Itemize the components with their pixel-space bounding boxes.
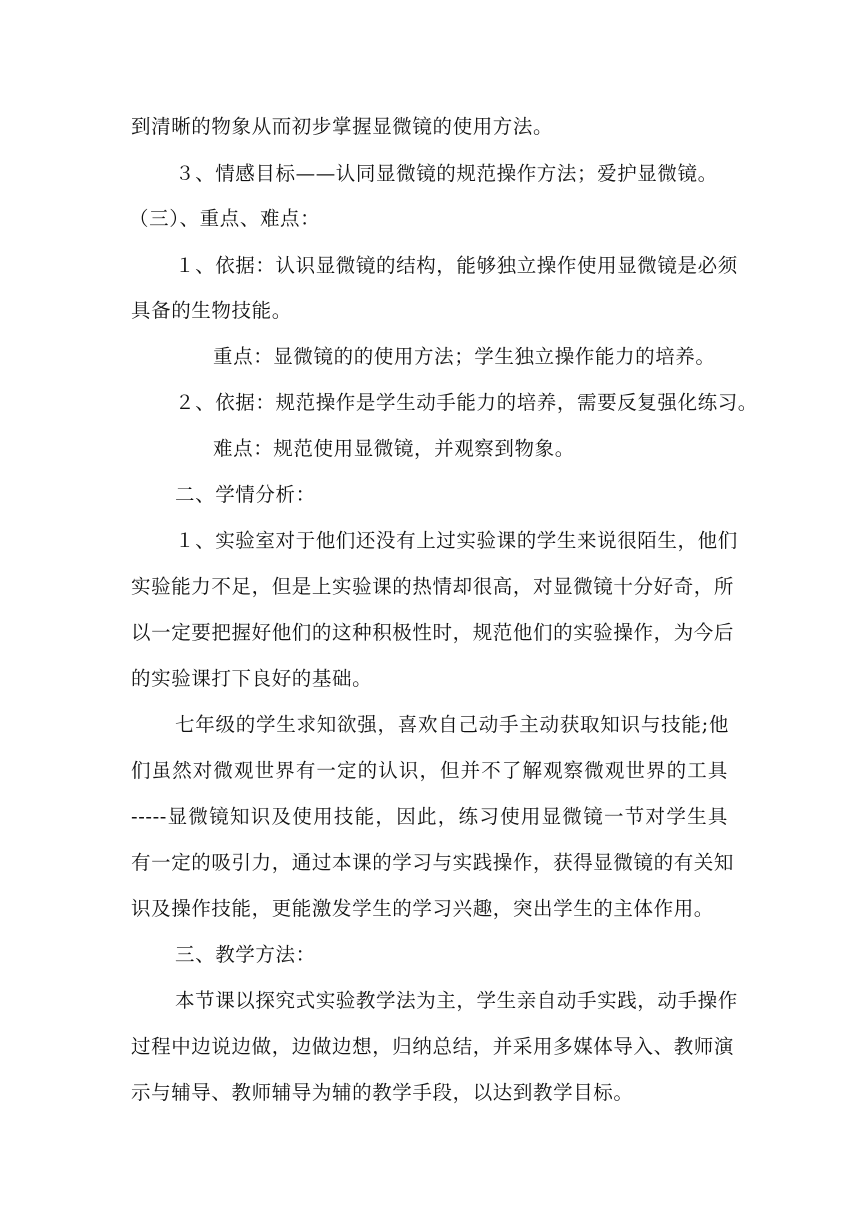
section-heading: 三、教学方法：	[175, 943, 316, 966]
text-line: 本节课以探究式实验教学法为主，学生亲自动手实践，动手操作	[175, 989, 738, 1012]
text-line: ３、情感目标——认同显微镜的规范操作方法；爱护显微镜。	[175, 162, 718, 185]
text-line: 示与辅导、教师辅导为辅的教学手段，以达到教学目标。	[131, 1081, 634, 1104]
text-line: 七年级的学生求知欲强，喜欢自己动手主动获取知识与技能;他	[175, 713, 729, 736]
text-line: 以一定要把握好他们的这种积极性时，规范他们的实验操作，为今后	[131, 621, 735, 644]
text-line: 有一定的吸引力，通过本课的学习与实践操作，获得显微镜的有关知	[131, 851, 735, 874]
text-line: 具备的生物技能。	[131, 299, 292, 322]
text-line: 到清晰的物象从而初步掌握显微镜的使用方法。	[131, 115, 554, 138]
text-line: 识及操作技能，更能激发学生的学习兴趣，突出学生的主体作用。	[131, 897, 714, 920]
section-heading: （三）、重点、难点：	[129, 207, 321, 230]
text-line: 的实验课打下良好的基础。	[131, 667, 373, 690]
text-line: １、实验室对于他们还没有上过实验课的学生来说很陌生，他们	[175, 529, 738, 552]
text-line: 们虽然对微观世界有一定的认识，但并不了解观察微观世界的工具	[131, 759, 728, 782]
text-line: １、依据：认识显微镜的结构，能够独立操作使用显微镜是必须	[175, 254, 738, 277]
text-line: 难点：规范使用显微镜，并观察到物象。	[213, 437, 575, 460]
text-line: 重点：显微镜的的使用方法；学生独立操作能力的培养。	[213, 345, 716, 368]
text-line: 实验能力不足，但是上实验课的热情却很高，对显微镜十分好奇，所	[131, 575, 735, 598]
text-line: ２、依据：规范操作是学生动手能力的培养，需要反复强化练习。	[175, 391, 758, 414]
section-heading: 二、学情分析：	[175, 483, 316, 506]
text-line: 过程中边说边做，边做边想，归纳总结，并采用多媒体导入、教师演	[131, 1035, 735, 1058]
text-line: -----显微镜知识及使用技能，因此，练习使用显微镜一节对学生具	[131, 805, 728, 828]
